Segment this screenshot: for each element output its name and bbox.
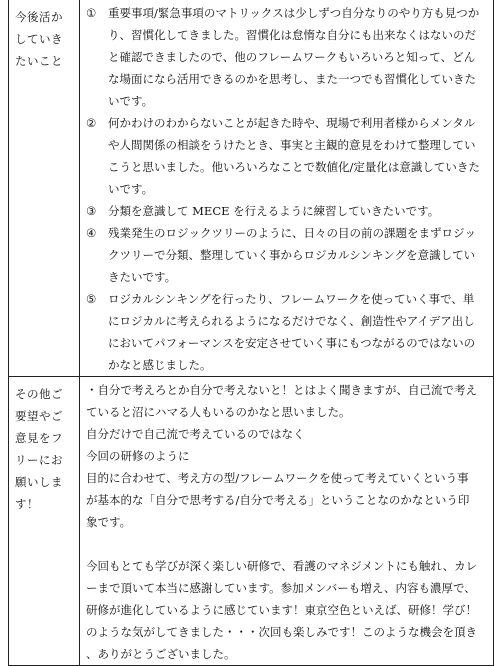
- text-line: いです。: [108, 94, 154, 108]
- text-line: にロジカルに考えられるようになるだけでなく、創造性やアイデア出し: [108, 314, 475, 328]
- text-line: り、習慣化してきました。習慣化は怠惰な自分にも出来なくはないのだ: [108, 28, 476, 42]
- list-item: [86, 222, 487, 288]
- label-future-use: [9, 0, 80, 377]
- text-line: な場面になら活用できるのかを思考し、また一つでも習慣化していきた: [108, 72, 476, 86]
- text-line: いです。: [108, 182, 154, 196]
- list-item: [86, 288, 487, 376]
- item-number: ⑤: [86, 292, 97, 306]
- text-line: きたいです。: [108, 270, 177, 284]
- item-text: [108, 2, 487, 112]
- text-line: 、ありがとうございました。: [86, 647, 236, 661]
- text-line: のような気がしてきました・・・次回も楽しみです！このような機会を頂き: [86, 625, 477, 639]
- text-line: 目的に合わせて、考え方の型/フレームワークを使って考えていくという事: [86, 471, 469, 485]
- list-item: [86, 2, 487, 112]
- text-line: かなと感じました。: [108, 358, 212, 372]
- text-line: 今回もとても学びが深く楽しい研修で、看護のマネジメントにも触れ、カレ: [86, 559, 478, 573]
- text-line: ロジカルシンキングを行ったり、フレームワークを使っていく事で、単: [108, 292, 475, 306]
- label-line: していき: [15, 32, 63, 46]
- blank-line: [86, 533, 487, 555]
- text-line: が基本的な「自分で思考する/自分で考える」ということなのかなという印: [86, 493, 470, 507]
- row-future-use: [9, 0, 494, 377]
- text-line: ていると沼にハマる人もいるのかなと思いました。: [86, 405, 351, 419]
- text-line: 何かわけのわからないことが起きた時や、現場で利用者様からメンタル: [108, 116, 476, 130]
- text-line: 重要事項/緊急事項のマトリックスは少しずつ自分なりのやり方も見つか: [108, 6, 480, 20]
- label-line: 要望やご: [15, 409, 63, 423]
- text-line: 分類を意識して MECE を行えるように練習していきたいです。: [108, 204, 440, 218]
- content-other-comments: [80, 377, 494, 666]
- row-other-comments: [9, 377, 494, 666]
- list-item: [86, 200, 487, 222]
- label-other-comments: [9, 377, 80, 666]
- label-line: 意見をフ: [15, 431, 63, 445]
- label-line: 今後活か: [15, 10, 63, 24]
- text-line: クツリーで分類、整理していく事からロジカルシンキングを意識してい: [108, 248, 476, 262]
- item-text: [108, 200, 487, 222]
- item-text: [108, 222, 487, 288]
- text-line: においてパフォーマンスを安定させていく事にもつながるのではないの: [108, 336, 476, 350]
- text-line: 自分だけで自己流で考えているのではなく: [86, 427, 305, 441]
- label-line: 願いしま: [15, 475, 63, 489]
- text-line: 残業発生のロジックツリーのように、日々の目の前の課題をまずロジッ: [108, 226, 476, 240]
- label-line: たいこと: [15, 54, 63, 68]
- item-number: ④: [86, 226, 97, 240]
- feedback-table-sheet: [8, 0, 494, 661]
- list-item: [86, 112, 487, 200]
- text-line: ーまで頂いて本当に感謝しています。参加メンバーも増え、内容も濃厚で、: [86, 581, 476, 595]
- text-line: ・自分で考えろとか自分で考えないと！とはよく聞きますが、自己流で考え: [86, 383, 477, 397]
- text-line: 象です。: [86, 515, 132, 529]
- item-number: ②: [86, 116, 97, 130]
- label-line: リーにお: [15, 453, 63, 467]
- label-line: その他ご: [15, 387, 63, 401]
- text-line: こうと思いました。他いろいろなことで数値化/定量化は意識していきた: [108, 160, 480, 174]
- item-number: ③: [86, 204, 97, 218]
- feedback-table: [8, 0, 494, 666]
- item-text: [108, 112, 487, 200]
- text-line: 研修が進化しているように感じています！東京空色といえば、研修！学び！: [86, 603, 477, 617]
- label-line: す！: [15, 497, 39, 511]
- text-line: と確認できましたので、他のフレームワークもいろいろと知って、どん: [108, 50, 476, 64]
- text-line: や人間関係の相談をうけたとき、事実と主観的意見をわけて整理してい: [108, 138, 476, 152]
- item-text: [108, 288, 487, 376]
- content-future-use: [80, 0, 494, 377]
- item-number: ①: [86, 6, 97, 20]
- text-line: 今回の研修のように: [86, 449, 190, 463]
